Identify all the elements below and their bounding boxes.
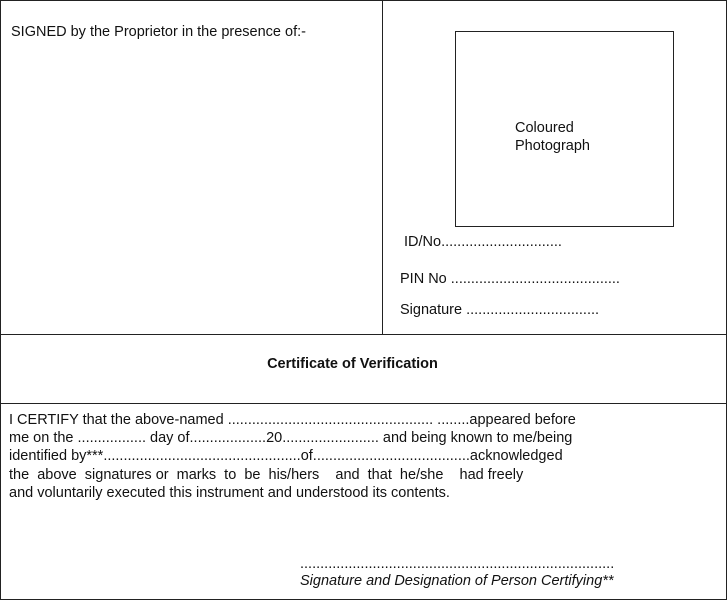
certificate-line: me on the ................. day of...................20........................ and being known to me/being — [9, 430, 573, 447]
certificate-line: I CERTIFY that the above-named ................................................... ........appeared before — [9, 412, 576, 428]
certifier-signature-caption: Signature and Designation of Person Certifying** — [300, 573, 614, 589]
section-divider-bottom — [0, 403, 727, 404]
certificate-paragraph — [9, 411, 629, 502]
certificate-line: the above signatures or marks to be his/hers and that he/she had freely — [9, 466, 524, 483]
signature-field: Signature ................................. — [400, 302, 600, 318]
pin-no-field: PIN No .......................................... — [400, 271, 620, 287]
section-divider-top — [0, 334, 727, 335]
column-divider — [382, 0, 383, 335]
certificate-title: Certificate of Verification — [267, 356, 438, 372]
id-no-field: ID/No.............................. — [404, 234, 562, 250]
signed-in-presence-text: SIGNED by the Proprietor in the presence of:- — [11, 24, 306, 40]
certifier-signature-line: .............................................................................. — [300, 556, 615, 572]
photo-label-line1: Coloured — [515, 120, 574, 136]
photo-label — [515, 119, 590, 155]
certificate-line: and voluntarily executed this instrument and understood its contents. — [9, 484, 450, 501]
certificate-line: identified by***.................................................of.......................................acknowledged — [9, 448, 563, 465]
photo-label-line2: Photograph — [515, 138, 590, 154]
